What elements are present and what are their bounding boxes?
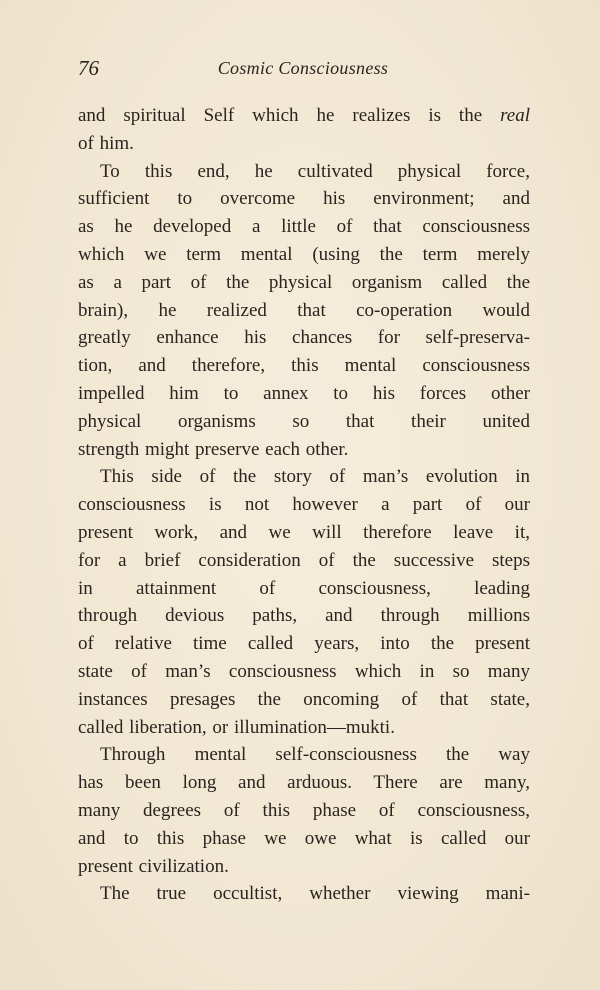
page-number: 76 <box>78 56 99 80</box>
text-line: instances presages the oncoming of that state, <box>78 688 530 710</box>
text-line: many degrees of this phase of consciousness, <box>78 799 530 821</box>
italic-word: real <box>500 105 530 126</box>
text-line: and to this phase we owe what is called our <box>78 827 530 849</box>
page-header <box>78 56 528 86</box>
text-line: sufficient to overcome his environment; and <box>78 188 530 210</box>
text-line: in attainment of consciousness, leading <box>78 577 530 599</box>
text-line: Through mental self-consciousness the way <box>100 744 530 766</box>
text-line: This side of the story of man’s evolution in <box>100 466 530 488</box>
text-line: for a brief consideration of the successive steps <box>78 549 530 571</box>
text-line: greatly enhance his chances for self-preserva- <box>78 327 530 349</box>
text-line: strength might preserve each other. <box>78 438 349 460</box>
text-line: through devious paths, and through millions <box>78 605 530 627</box>
text-line: and spiritual Self which he realizes is the real <box>78 105 530 126</box>
text-line: The true occultist, whether viewing mani- <box>100 883 530 905</box>
text-line: has been long and arduous. There are many, <box>78 772 530 794</box>
text-line: To this end, he cultivated physical force, <box>100 160 530 182</box>
text-line: impelled him to annex to his forces other <box>78 382 530 404</box>
text-line: which we term mental (using the term merely <box>78 243 530 265</box>
text-line: physical organisms so that their united <box>78 410 530 432</box>
text-line: of relative time called years, into the present <box>78 633 530 655</box>
running-title: Cosmic Consciousness <box>217 58 389 78</box>
text-line: present civilization. <box>78 855 229 877</box>
page-body <box>78 102 530 908</box>
text-line: called liberation, or illumination—mukti. <box>78 716 395 738</box>
text-line: consciousness is not however a part of our <box>78 494 530 516</box>
text-line: brain), he realized that co-operation would <box>78 299 530 321</box>
text-line: of him. <box>78 132 134 154</box>
text-line: state of man’s consciousness which in so many <box>78 660 530 682</box>
text-line: present work, and we will therefore leave it, <box>78 521 530 543</box>
text-line: as a part of the physical organism called the <box>78 271 530 293</box>
text-line: tion, and therefore, this mental consciousness <box>78 355 530 377</box>
text-line: as he developed a little of that consciousness <box>78 216 530 238</box>
